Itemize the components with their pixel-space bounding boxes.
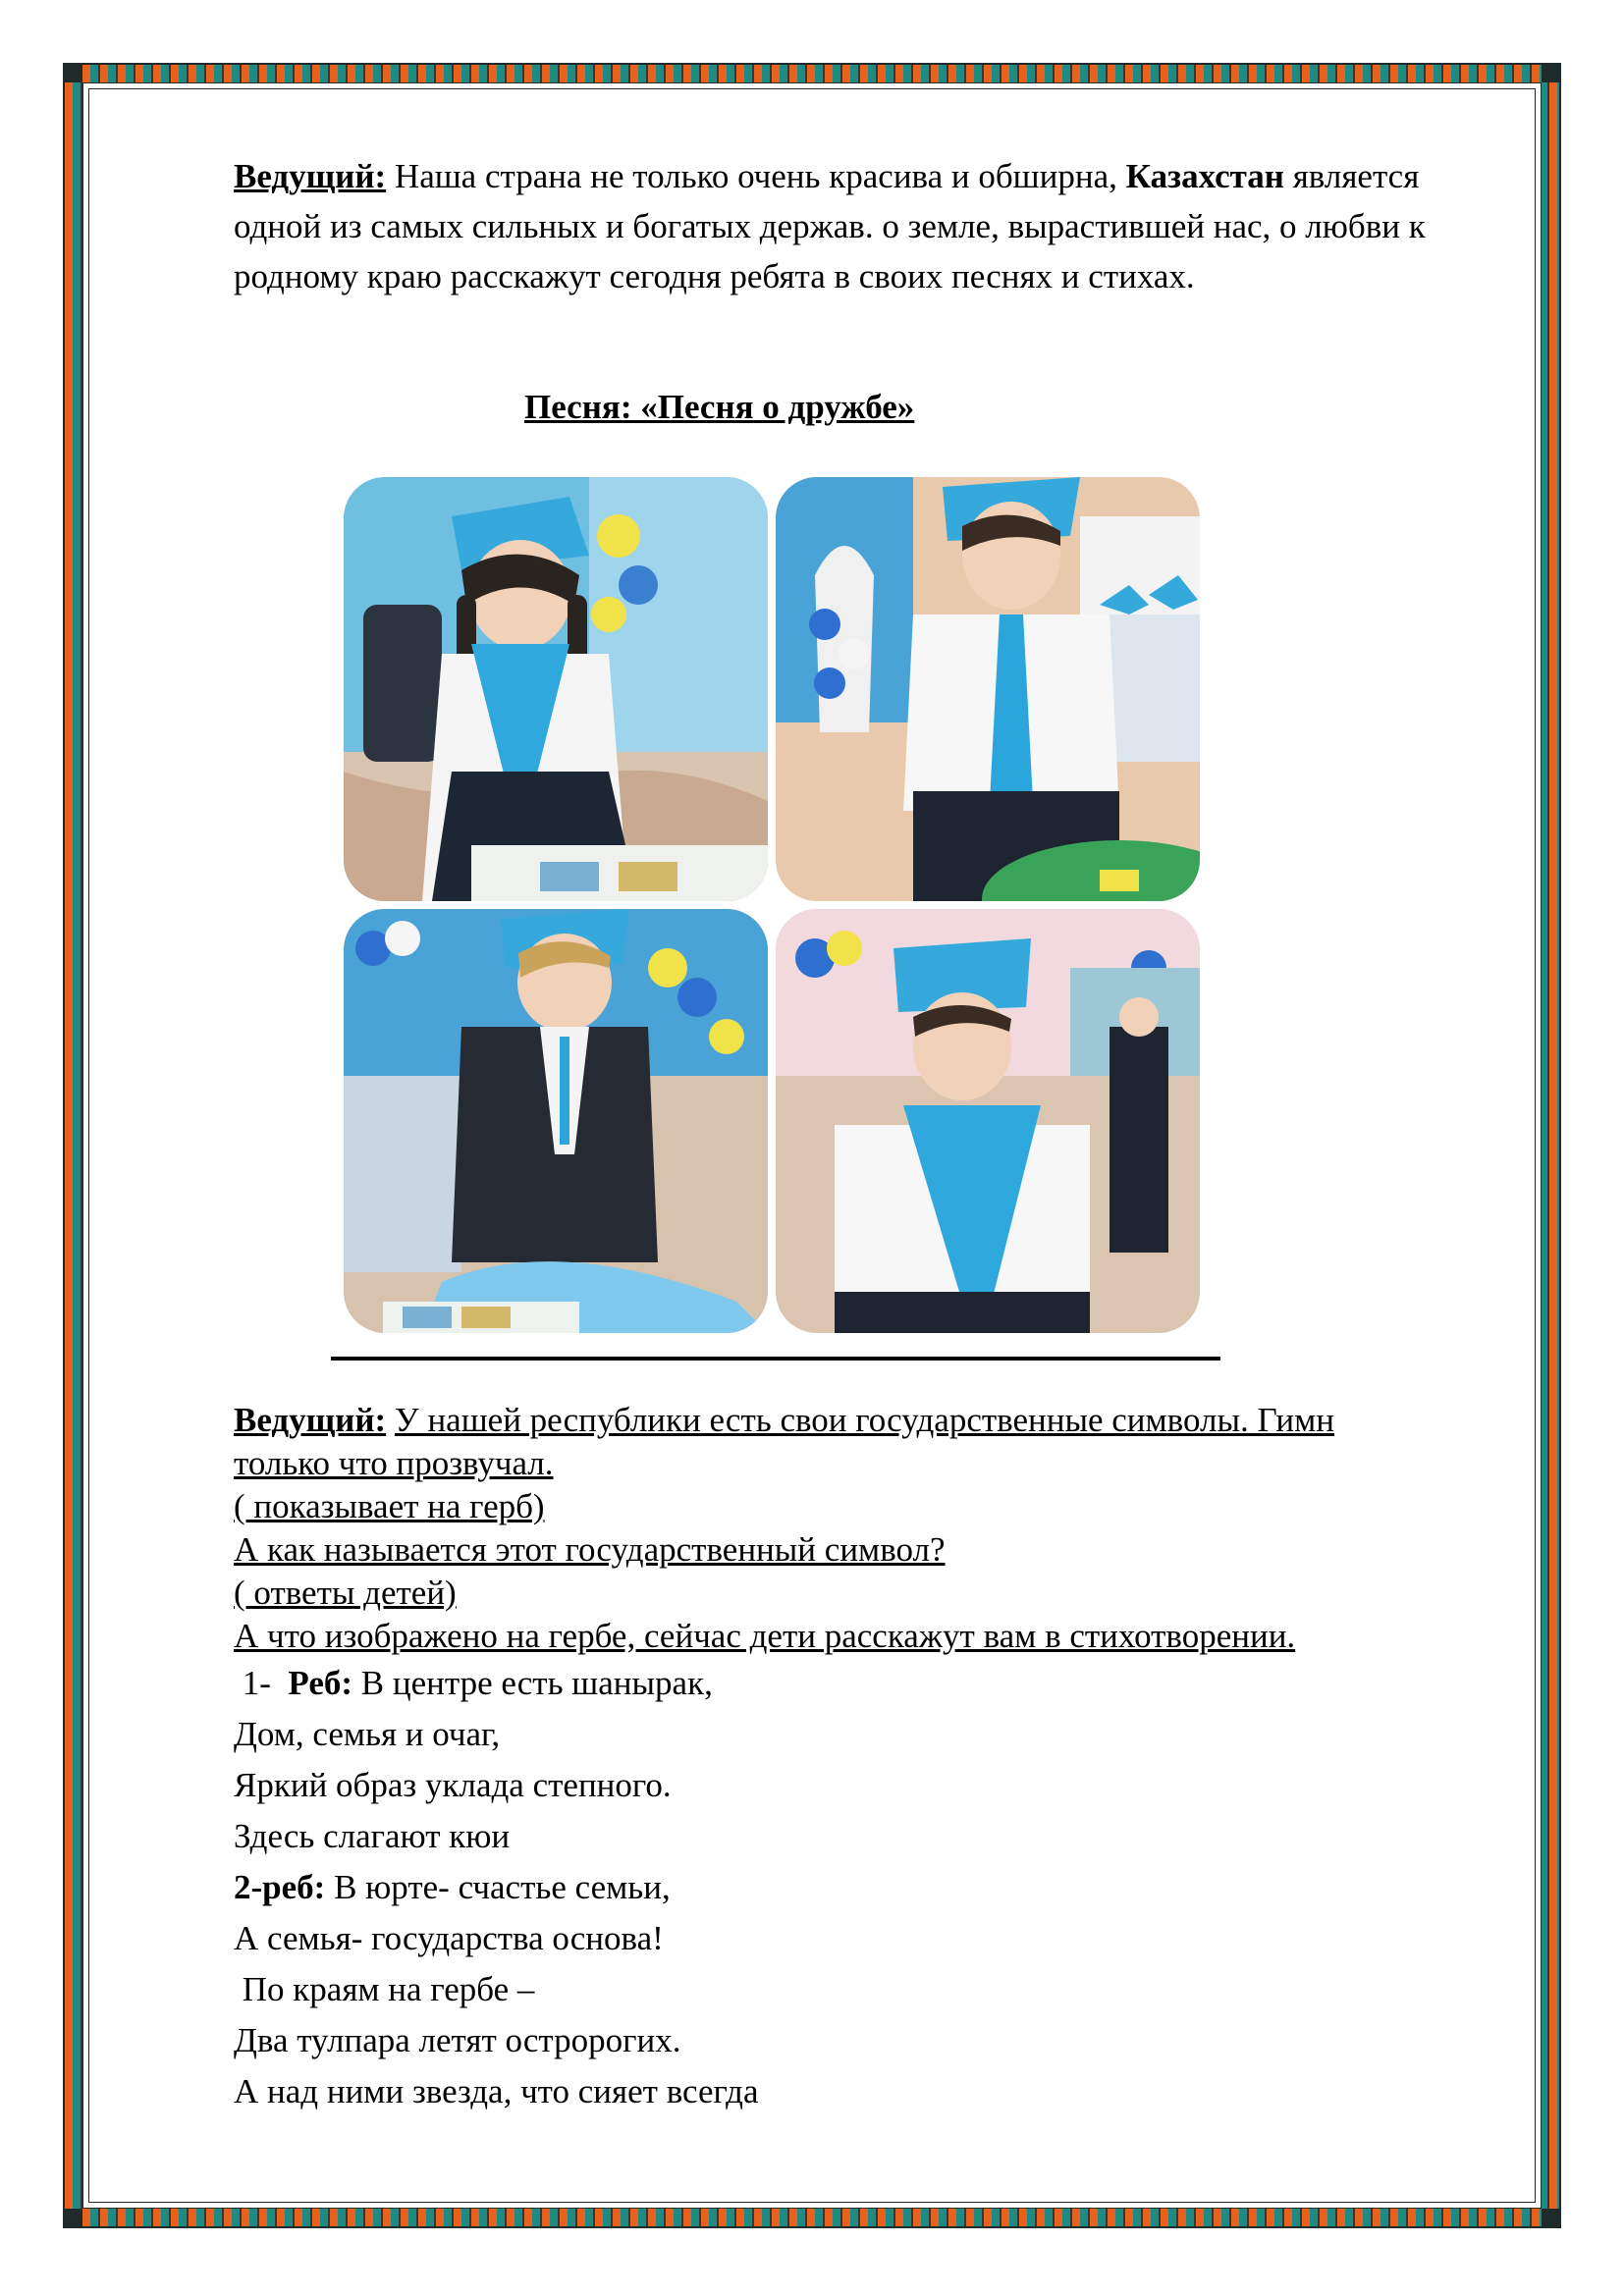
country-name: Казахстан xyxy=(1125,157,1284,195)
poem-line: А семья- государства основа! xyxy=(234,1919,664,1957)
poem-prefix: 1- xyxy=(234,1664,289,1702)
border-corner xyxy=(1542,63,1561,82)
underlined-line: только что прозвучал. xyxy=(234,1444,554,1482)
photo-collage xyxy=(344,477,1208,1341)
poem-line: А над ними звезда, что сияет всегда xyxy=(234,2072,759,2110)
poem-line: Два тулпара летят остророгих. xyxy=(234,2021,681,2059)
photo-girl-at-table xyxy=(344,477,768,901)
poem-text: В центре есть шанырак, xyxy=(352,1664,713,1702)
poem-line: Яркий образ уклада степного. xyxy=(234,1766,672,1804)
song-title: Песня: «Песня о дружбе» xyxy=(524,388,915,426)
coat-of-arms-section xyxy=(234,1399,1490,2117)
underlined-line: ( показывает на герб) xyxy=(234,1487,545,1525)
photo-girl-standing xyxy=(776,909,1200,1333)
poem-line: Дом, семья и очаг, xyxy=(234,1715,501,1753)
speaker-label: Ведущий: xyxy=(234,157,387,195)
poem-speaker: Реб: xyxy=(288,1664,353,1702)
intro-paragraph xyxy=(234,151,1481,301)
border-corner xyxy=(1542,2209,1561,2228)
intro-text-b: является одной из самых сильных и богатых держав. о земле, вырастившей нас, о любви к родному краю расскажут сегодня ребята в своих песнях и стихах. xyxy=(234,157,1426,295)
poem-speaker: 2-реб: xyxy=(234,1868,326,1906)
border-corner xyxy=(63,2209,82,2228)
poem-line: По краям на гербе – xyxy=(234,1970,535,2008)
photo-boy-in-vest xyxy=(344,909,768,1333)
poem-text: В юрте- счастье семьи, xyxy=(325,1868,671,1906)
photo-boy-at-table xyxy=(776,477,1200,901)
underlined-line: А как называется этот государственный символ? xyxy=(234,1530,946,1569)
border-corner xyxy=(63,63,82,82)
underlined-line: А что изображено на гербе, сейчас дети расскажут вам в стихотворении. xyxy=(234,1617,1296,1655)
poem-line: Здесь слагают кюи xyxy=(234,1817,511,1855)
speaker-label: Ведущий: xyxy=(234,1401,387,1439)
intro-text-a: Наша страна не только очень красива и обширна, xyxy=(386,157,1126,195)
underlined-line: ( ответы детей) xyxy=(234,1574,457,1612)
poem-line xyxy=(234,1658,1490,1709)
underlined-line: У нашей республики есть свои государственные символы. Гимн xyxy=(394,1401,1335,1439)
section2-line xyxy=(234,1399,1490,1442)
poem-line xyxy=(234,1862,1490,1913)
horizontal-divider xyxy=(331,1357,1220,1361)
